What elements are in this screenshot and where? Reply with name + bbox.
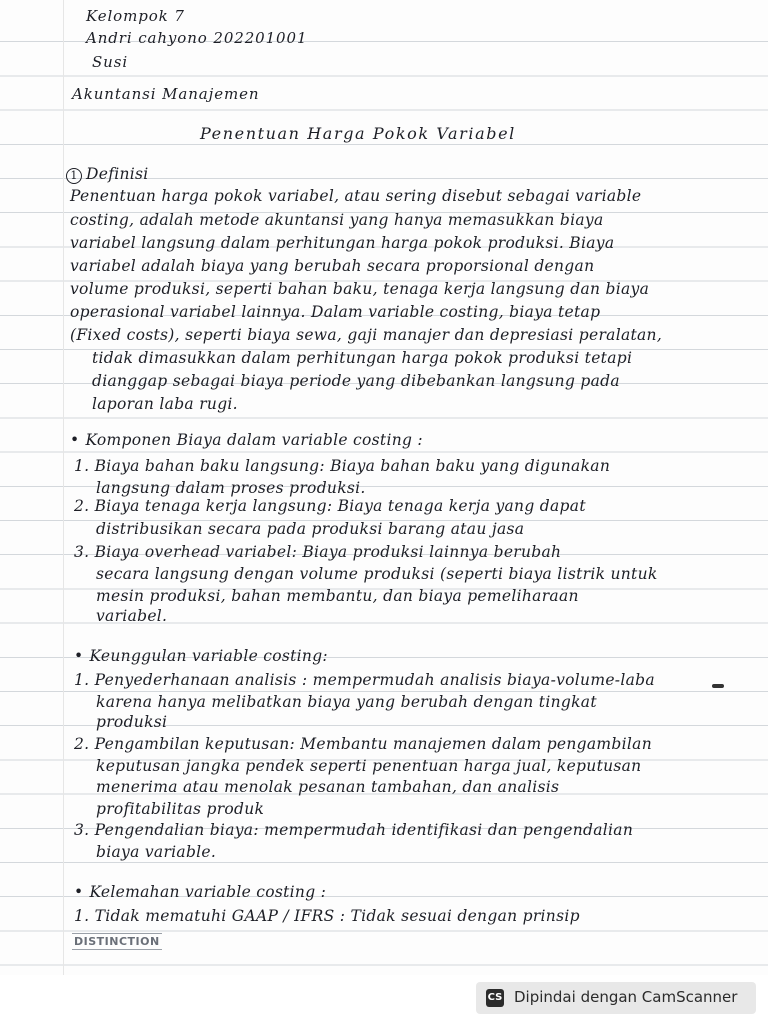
advantage-line: 2. Pengambilan keputusan: Membantu manajemen dalam pengambilan [74, 735, 652, 753]
definition-heading-text: Definisi [86, 165, 149, 183]
component-line: 2. Biaya tenaga kerja langsung: Biaya tenaga kerja yang dapat [74, 497, 586, 515]
subject: Akuntansi Manajemen [72, 85, 260, 103]
component-line: 1. Biaya bahan baku langsung: Biaya bahan baku yang digunakan [74, 457, 611, 475]
definition-line: variabel adalah biaya yang berubah secara proporsional dengan [70, 257, 595, 275]
camscanner-watermark [476, 982, 756, 1014]
definition-line: operasional variabel lainnya. Dalam variable costing, biaya tetap [70, 303, 601, 321]
advantage-line: produksi [96, 713, 168, 731]
camscanner-label: Dipindai dengan CamScanner [514, 988, 738, 1006]
group-name: Kelompok 7 [86, 7, 185, 25]
member-1: Andri cahyono 202201001 [86, 29, 308, 47]
definition-line: Penentuan harga pokok variabel, atau sering disebut sebagai variable [70, 187, 642, 205]
definition-line: (Fixed costs), seperti biaya sewa, gaji manajer dan depresiasi peralatan, [70, 326, 663, 344]
page-title: Penentuan Harga Pokok Variabel [200, 124, 516, 143]
component-line: mesin produksi, bahan membantu, dan biaya pemeliharaan [96, 587, 579, 605]
weakness-line: 1. Tidak mematuhi GAAP / IFRS : Tidak sesuai dengan prinsip [74, 907, 580, 925]
advantage-line: biaya variable. [96, 843, 217, 861]
definition-heading [66, 164, 149, 184]
advantage-line: 3. Pengendalian biaya: mempermudah identifikasi dan pengendalian [74, 821, 634, 839]
component-line: distribusikan secara pada produksi barang atau jasa [96, 520, 525, 538]
advantage-line: 1. Penyederhanaan analisis : mempermudah analisis biaya-volume-laba [74, 671, 655, 689]
advantages-heading [74, 646, 328, 666]
component-line: langsung dalam proses produksi. [96, 479, 366, 497]
advantage-line: keputusan jangka pendek seperti penentuan harga jual, keputusan [96, 757, 642, 775]
advantage-line: menerima atau menolak pesanan tambahan, dan analisis [96, 778, 560, 796]
member-2: Susi [92, 53, 129, 71]
definition-line: dianggap sebagai biaya periode yang dibebankan langsung pada [92, 372, 620, 390]
component-line: variabel. [96, 607, 168, 625]
bullet: • [74, 883, 84, 901]
definition-line: laporan laba rugi. [92, 395, 238, 413]
definition-line: variabel langsung dalam perhitungan harga pokok produksi. Biaya [70, 234, 615, 252]
advantage-line: karena hanya melibatkan biaya yang berubah dengan tingkat [96, 693, 597, 711]
components-heading-text: Komponen Biaya dalam variable costing : [85, 431, 423, 449]
advantage-line: profitabilitas produk [96, 800, 265, 818]
definition-line: costing, adalah metode akuntansi yang hanya memasukkan biaya [70, 211, 604, 229]
paper-brand-logo: DISTINCTION [74, 935, 160, 948]
bullet: • [70, 431, 80, 449]
bullet: • [74, 647, 84, 665]
definition-line: volume produksi, seperti bahan baku, tenaga kerja langsung dan biaya [70, 280, 650, 298]
definition-number: 1 [66, 168, 82, 184]
weaknesses-heading [74, 882, 326, 902]
weaknesses-heading-text: Kelemahan variable costing : [89, 883, 327, 901]
components-heading [70, 430, 423, 450]
component-line: secara langsung dengan volume produksi (seperti biaya listrik untuk [96, 565, 658, 583]
pen-mark [712, 684, 724, 688]
component-line: 3. Biaya overhead variabel: Biaya produksi lainnya berubah [74, 543, 562, 561]
advantages-heading-text: Keunggulan variable costing: [89, 647, 328, 665]
definition-line: tidak dimasukkan dalam perhitungan harga pokok produksi tetapi [92, 349, 633, 367]
margin-line [63, 0, 64, 975]
camscanner-icon: CS [486, 989, 504, 1007]
